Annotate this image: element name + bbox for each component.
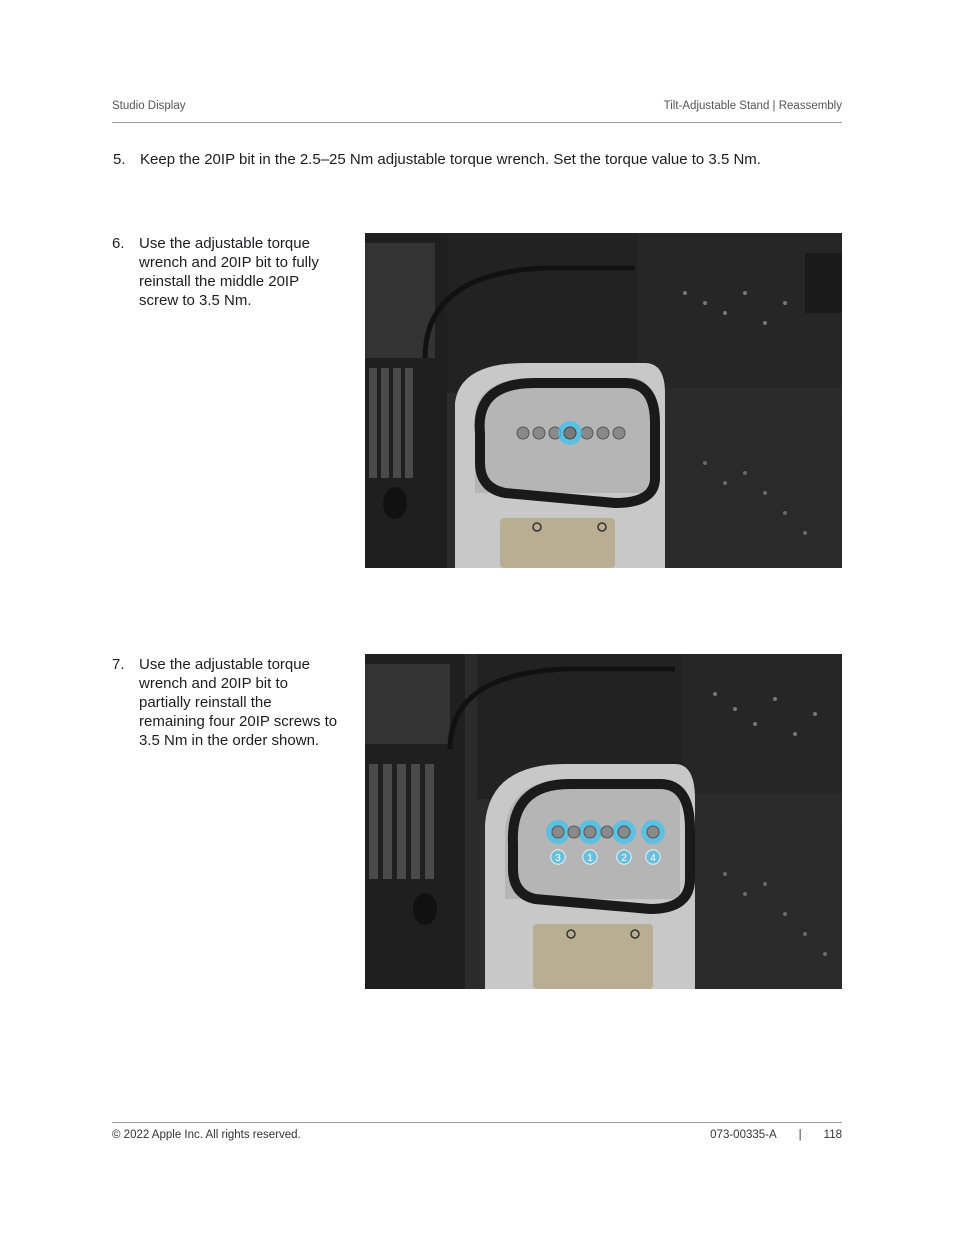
step-number: 6.: [112, 235, 125, 252]
callout-label: 3: [555, 853, 561, 864]
copyright: © 2022 Apple Inc. All rights reserved.: [112, 1129, 301, 1141]
step-number: 5.: [113, 151, 126, 168]
header-divider: [112, 122, 842, 123]
step-7-photo: [365, 654, 842, 989]
callout-label: 1: [587, 853, 593, 864]
step-6-photo: [365, 233, 842, 568]
step-text: Keep the 20IP bit in the 2.5–25 Nm adjustable torque wrench. Set the torque value to 3.5 Nm.: [140, 151, 761, 168]
callout-label: 4: [650, 853, 656, 864]
header-section: Tilt-Adjustable Stand | Reassembly: [663, 100, 842, 112]
callout-label: 2: [621, 853, 627, 864]
footer-separator: |: [798, 1129, 802, 1141]
step-text: Use the adjustable torque wrench and 20IP bit to partially reinstall the remaining four 20IP screws to 3.5 Nm in the order shown.: [139, 656, 338, 749]
footer-divider: [112, 1122, 842, 1123]
footer-meta: [710, 1129, 842, 1141]
step-text: Use the adjustable torque wrench and 20IP bit to fully reinstall the middle 20IP screw to 3.5 Nm.: [139, 235, 319, 309]
page-number: 118: [823, 1129, 842, 1141]
header-title: Studio Display: [112, 100, 186, 112]
step-number: 7.: [112, 656, 125, 673]
doc-number: 073-00335-A: [710, 1129, 777, 1141]
